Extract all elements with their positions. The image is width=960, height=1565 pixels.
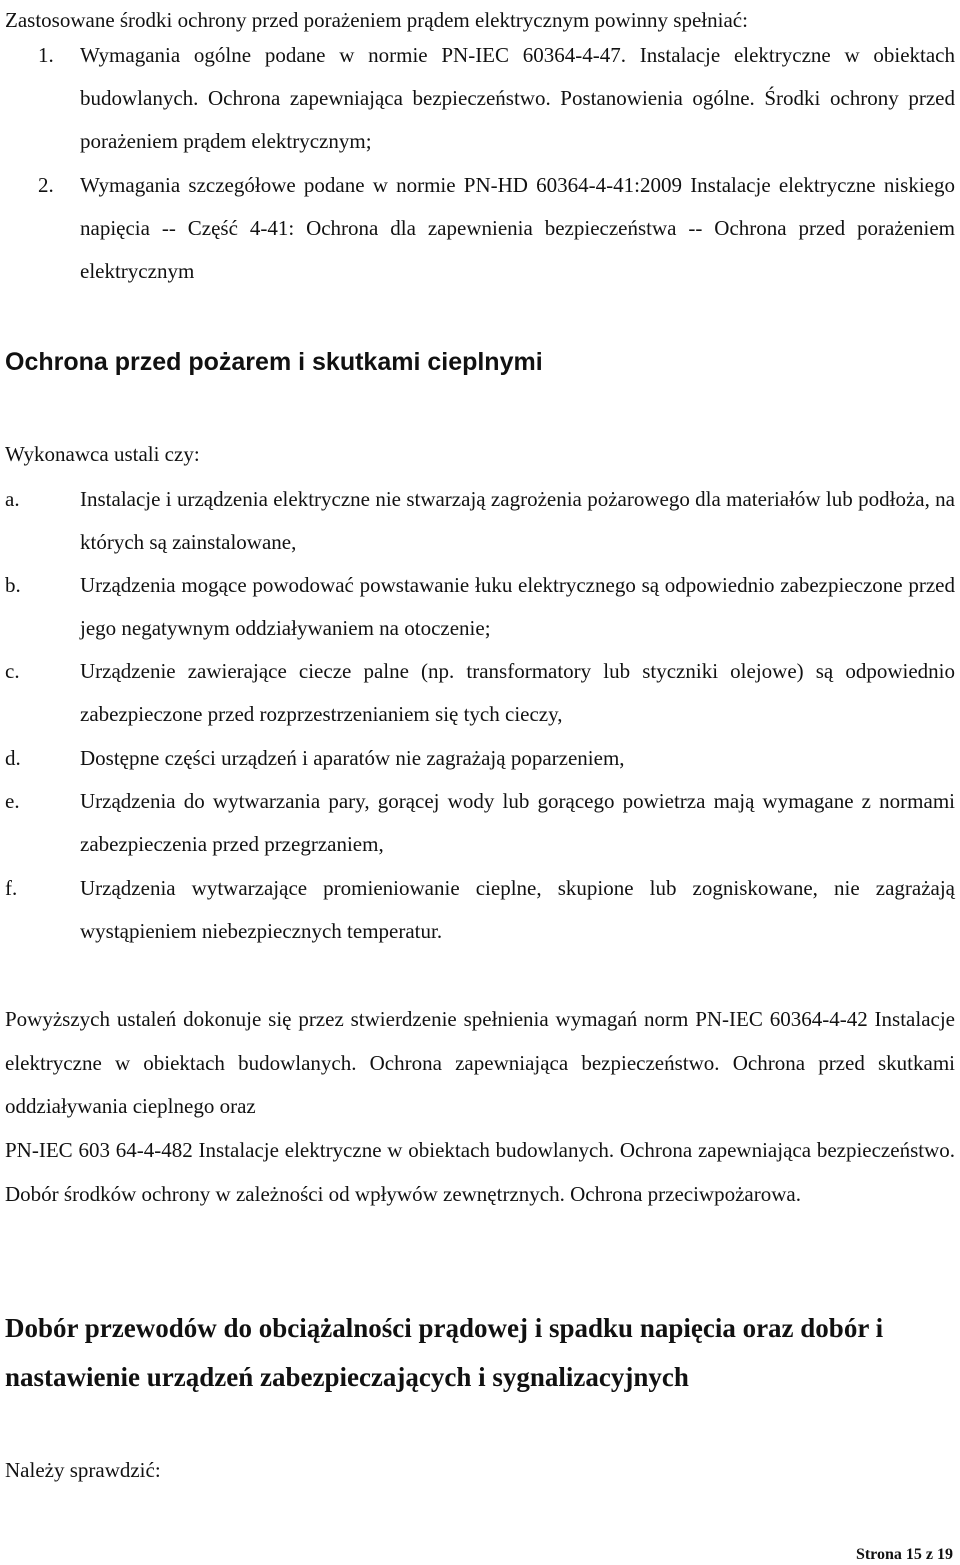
item-letter: a.	[5, 487, 20, 511]
standards-paragraph-part1: Powyższych ustaleń dokonuje się przez stwierdzenie spełnienia wymagań norm PN-IEC 60364-4-42 Instalacje elektryczne w obiektach budowlanych. Ochrona zapewniająca bezpieczeństwo. Ochrona przed skutkami oddziaływania cieplnego oraz	[5, 1007, 955, 1118]
item-text: Urządzenia do wytwarzania pary, gorącej wody lub gorącego powietrza mają wymagane z normami zabezpieczenia przed przegrzaniem,	[80, 789, 955, 856]
list-item-e	[5, 780, 955, 866]
item-text: Urządzenia wytwarzające promieniowanie cieplne, skupione lub zogniskowane, nie zagrażają wystąpieniem niebezpiecznych temperatur.	[80, 876, 955, 943]
list-item-f	[5, 867, 955, 953]
item-text: Urządzenie zawierające ciecze palne (np. transformatory lub styczniki olejowe) są odpowiednio zabezpieczone przed rozprzestrzenianiem się tych cieczy,	[80, 659, 955, 726]
section-heading-cables: Dobór przewodów do obciążalności prądowej i spadku napięcia oraz dobór i nastawienie urządzeń zabezpieczających i sygnalizacyjnych	[5, 1313, 884, 1392]
numbered-item-1	[5, 34, 955, 163]
item-text: Instalacje i urządzenia elektryczne nie stwarzają zagrożenia pożarowego dla materiałów lub podłoża, na których są zainstalowane,	[80, 487, 955, 554]
item-letter: b.	[5, 573, 21, 597]
item-letter: e.	[5, 789, 20, 813]
item-number: 2.	[38, 173, 54, 197]
item-text: Wymagania szczegółowe podane w normie PN-HD 60364-4-41:2009 Instalacje elektryczne niskiego napięcia -- Część 4-41: Ochrona dla zapewnienia bezpieczeństwa -- Ochrona przed porażeniem elektrycznym	[80, 173, 955, 283]
item-number: 1.	[38, 43, 54, 67]
standards-paragraph-part2: PN-IEC 603 64-4-482 Instalacje elektryczne w obiektach budowlanych. Ochrona zapewniająca bezpieczeństwo. Dobór środków ochrony w zależności od wpływów zewnętrznych. Ochrona przeciwpożarowa.	[5, 1138, 955, 1206]
item-text: Dostępne części urządzeń i aparatów nie zagrażają poparzeniem,	[80, 746, 625, 770]
page-number: Strona 15 z 19	[855, 1546, 953, 1563]
item-letter: d.	[5, 746, 21, 770]
item-text: Wymagania ogólne podane w normie PN-IEC 60364-4-47. Instalacje elektryczne w obiektach budowlanych. Ochrona zapewniająca bezpieczeństwo. Postanowienia ogólne. Środki ochrony przed porażeniem prądem elektrycznym;	[80, 43, 955, 153]
list-item-b	[5, 564, 955, 650]
item-text: Urządzenia mogące powodować powstawanie łuku elektrycznego są odpowiednio zabezpieczone przed jego negatywnym oddziaływaniem na otoczenie;	[80, 573, 955, 640]
section-heading-fire: Ochrona przed pożarem i skutkami cieplnymi	[5, 348, 543, 376]
section-lead-cables: Należy sprawdzić:	[5, 1458, 161, 1482]
list-item-d	[5, 737, 955, 780]
item-letter: f.	[5, 876, 18, 900]
item-letter: c.	[5, 659, 20, 683]
intro-text: Zastosowane środki ochrony przed porażeniem prądem elektrycznym powinny spełniać:	[5, 8, 748, 32]
list-item-c	[5, 650, 955, 736]
section-lead-fire: Wykonawca ustali czy:	[5, 442, 200, 466]
numbered-item-2	[5, 164, 955, 293]
list-item-a	[5, 478, 955, 564]
